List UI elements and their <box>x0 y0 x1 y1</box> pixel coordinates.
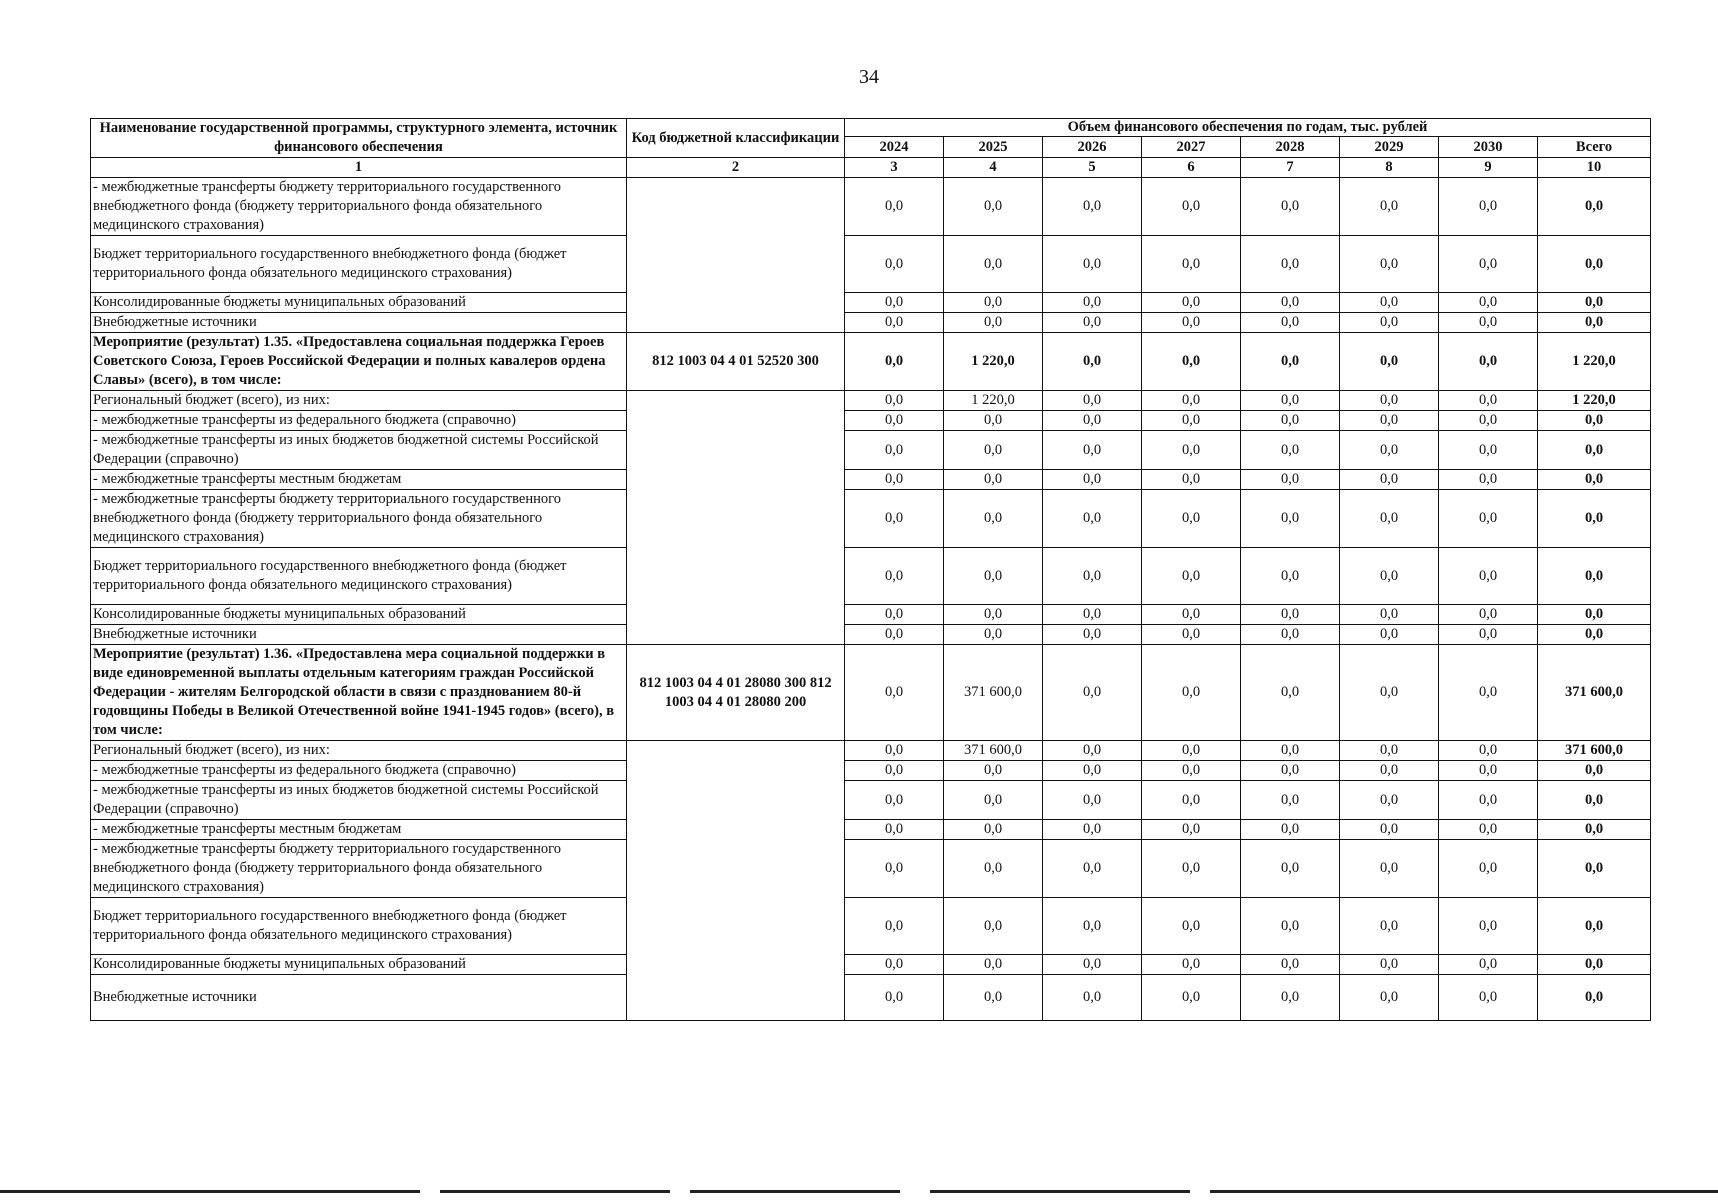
value-total: 0,0 <box>1538 820 1651 840</box>
row-name: - межбюджетные трансферты из иных бюджетов бюджетной системы Российской Федерации (справочно) <box>91 781 627 820</box>
value-year: 0,0 <box>944 411 1043 431</box>
table-body <box>91 178 1651 1021</box>
value-total: 0,0 <box>1538 548 1651 605</box>
value-year: 0,0 <box>1340 293 1439 313</box>
row-name: - межбюджетные трансферты из иных бюджетов бюджетной системы Российской Федерации (справочно) <box>91 431 627 470</box>
value-year: 0,0 <box>944 820 1043 840</box>
value-year: 0,0 <box>1043 741 1142 761</box>
value-year: 0,0 <box>1340 548 1439 605</box>
value-total: 0,0 <box>1538 313 1651 333</box>
header-name: Наименование государственной программы, структурного элемента, источник финансового обеспечения <box>91 119 627 158</box>
value-year: 0,0 <box>845 975 944 1021</box>
value-year: 0,0 <box>1241 955 1340 975</box>
value-year: 0,0 <box>1241 548 1340 605</box>
value-year: 0,0 <box>1043 645 1142 741</box>
value-year: 0,0 <box>845 605 944 625</box>
value-year: 0,0 <box>1142 955 1241 975</box>
row-name: - межбюджетные трансферты бюджету территориального государственного внебюджетного фонда (бюджету территориального фонда обязательного медицинского страхования) <box>91 840 627 898</box>
row-name: Бюджет территориального государственного внебюджетного фонда (бюджет территориального фонда обязательного медицинского страхования) <box>91 236 627 293</box>
value-year: 0,0 <box>845 490 944 548</box>
value-total: 0,0 <box>1538 898 1651 955</box>
value-year: 0,0 <box>944 605 1043 625</box>
value-year: 0,0 <box>1142 411 1241 431</box>
value-year: 0,0 <box>1241 391 1340 411</box>
value-year: 0,0 <box>944 625 1043 645</box>
value-year: 0,0 <box>1043 955 1142 975</box>
row-name: Бюджет территориального государственного внебюджетного фонда (бюджет территориального фонда обязательного медицинского страхования) <box>91 548 627 605</box>
value-year: 0,0 <box>1340 741 1439 761</box>
value-year: 0,0 <box>1043 548 1142 605</box>
header-year: 2024 <box>845 137 944 158</box>
value-year: 0,0 <box>1439 955 1538 975</box>
value-year: 0,0 <box>1241 293 1340 313</box>
value-year: 0,0 <box>1439 761 1538 781</box>
row-name: - межбюджетные трансферты из федерального бюджета (справочно) <box>91 761 627 781</box>
value-year: 0,0 <box>1142 431 1241 470</box>
value-total: 0,0 <box>1538 975 1651 1021</box>
value-year: 0,0 <box>845 333 944 391</box>
value-year: 0,0 <box>845 178 944 236</box>
value-year: 0,0 <box>1043 236 1142 293</box>
column-number: 1 <box>91 158 627 178</box>
header-year: 2025 <box>944 137 1043 158</box>
value-year: 0,0 <box>1043 391 1142 411</box>
value-year: 0,0 <box>845 820 944 840</box>
value-year: 0,0 <box>1241 898 1340 955</box>
header-code: Код бюджетной классификации <box>627 119 845 158</box>
value-total: 0,0 <box>1538 490 1651 548</box>
value-year: 0,0 <box>1142 313 1241 333</box>
row-name: Консолидированные бюджеты муниципальных образований <box>91 955 627 975</box>
column-number: 8 <box>1340 158 1439 178</box>
value-year: 0,0 <box>1043 490 1142 548</box>
row-name: - межбюджетные трансферты бюджету территориального государственного внебюджетного фонда (бюджету территориального фонда обязательного медицинского страхования) <box>91 178 627 236</box>
table-row <box>91 761 1651 781</box>
value-year: 0,0 <box>1241 840 1340 898</box>
value-year: 0,0 <box>1142 625 1241 645</box>
value-year: 0,0 <box>944 431 1043 470</box>
value-year: 0,0 <box>1439 605 1538 625</box>
budget-code: 812 1003 04 4 01 28080 300 812 1003 04 4 01 28080 200 <box>627 645 845 741</box>
value-year: 0,0 <box>1439 178 1538 236</box>
value-year: 0,0 <box>1142 236 1241 293</box>
column-number: 4 <box>944 158 1043 178</box>
value-year: 0,0 <box>1241 761 1340 781</box>
value-year: 0,0 <box>1340 605 1439 625</box>
table-row <box>91 411 1651 431</box>
value-year: 0,0 <box>1043 820 1142 840</box>
value-year: 0,0 <box>1340 645 1439 741</box>
value-year: 0,0 <box>1142 293 1241 313</box>
table-row <box>91 625 1651 645</box>
row-name: - межбюджетные трансферты местным бюджетам <box>91 820 627 840</box>
value-year: 0,0 <box>1241 236 1340 293</box>
column-number: 3 <box>845 158 944 178</box>
value-year: 0,0 <box>1340 313 1439 333</box>
value-year: 0,0 <box>1043 781 1142 820</box>
table-row <box>91 975 1651 1021</box>
value-year: 0,0 <box>1439 820 1538 840</box>
value-year: 0,0 <box>1340 955 1439 975</box>
header-total: Всего <box>1538 137 1651 158</box>
row-name: Внебюджетные источники <box>91 975 627 1021</box>
value-year: 0,0 <box>845 313 944 333</box>
value-year: 0,0 <box>944 313 1043 333</box>
value-year: 0,0 <box>1142 490 1241 548</box>
value-year: 0,0 <box>944 548 1043 605</box>
column-number: 6 <box>1142 158 1241 178</box>
value-year: 0,0 <box>944 781 1043 820</box>
column-number: 7 <box>1241 158 1340 178</box>
value-year: 0,0 <box>1142 470 1241 490</box>
value-total: 0,0 <box>1538 625 1651 645</box>
value-year: 0,0 <box>845 741 944 761</box>
row-name: - межбюджетные трансферты из федерального бюджета (справочно) <box>91 411 627 431</box>
value-total: 0,0 <box>1538 431 1651 470</box>
header-year: 2028 <box>1241 137 1340 158</box>
value-year: 0,0 <box>1241 741 1340 761</box>
value-year: 0,0 <box>1340 840 1439 898</box>
value-year: 0,0 <box>1340 236 1439 293</box>
budget-code: 812 1003 04 4 01 52520 300 <box>627 333 845 391</box>
value-year: 0,0 <box>1241 625 1340 645</box>
table-row <box>91 781 1651 820</box>
value-year: 0,0 <box>944 975 1043 1021</box>
value-year: 0,0 <box>1241 411 1340 431</box>
value-year: 0,0 <box>1340 411 1439 431</box>
value-year: 0,0 <box>845 898 944 955</box>
row-name: Мероприятие (результат) 1.36. «Предоставлена мера социальной поддержки в виде единовременной выплаты отдельным категориям граждан Российской Федерации - жителям Белгородской области в связи с празднованием 80-й годовщины Победы в Великой Отечественной войне 1941-1945 годов» (всего), в том числе: <box>91 645 627 741</box>
value-year: 0,0 <box>1142 820 1241 840</box>
value-total: 0,0 <box>1538 761 1651 781</box>
value-year: 0,0 <box>1439 625 1538 645</box>
table-row <box>91 605 1651 625</box>
row-name: Бюджет территориального государственного внебюджетного фонда (бюджет территориального фонда обязательного медицинского страхования) <box>91 898 627 955</box>
value-year: 0,0 <box>1142 333 1241 391</box>
value-year: 0,0 <box>845 625 944 645</box>
value-year: 0,0 <box>1142 391 1241 411</box>
value-year: 0,0 <box>944 490 1043 548</box>
value-year: 0,0 <box>1439 840 1538 898</box>
value-year: 0,0 <box>845 391 944 411</box>
value-total: 0,0 <box>1538 470 1651 490</box>
value-year: 0,0 <box>1043 293 1142 313</box>
row-name: Региональный бюджет (всего), из них: <box>91 391 627 411</box>
value-year: 0,0 <box>1439 411 1538 431</box>
value-year: 0,0 <box>1043 178 1142 236</box>
value-year: 0,0 <box>845 431 944 470</box>
value-year: 0,0 <box>944 955 1043 975</box>
financing-table <box>90 118 1651 1021</box>
value-year: 0,0 <box>1439 313 1538 333</box>
value-year: 371 600,0 <box>944 741 1043 761</box>
value-year: 0,0 <box>1142 975 1241 1021</box>
value-year: 0,0 <box>845 645 944 741</box>
value-year: 0,0 <box>1439 975 1538 1021</box>
header-year: 2029 <box>1340 137 1439 158</box>
column-number: 10 <box>1538 158 1651 178</box>
value-year: 0,0 <box>1340 178 1439 236</box>
value-year: 0,0 <box>1340 431 1439 470</box>
value-year: 0,0 <box>1340 898 1439 955</box>
value-total: 1 220,0 <box>1538 333 1651 391</box>
value-year: 0,0 <box>1340 391 1439 411</box>
value-year: 0,0 <box>845 840 944 898</box>
value-year: 0,0 <box>944 470 1043 490</box>
value-year: 0,0 <box>1043 761 1142 781</box>
value-year: 0,0 <box>1142 840 1241 898</box>
value-year: 0,0 <box>1142 898 1241 955</box>
value-year: 0,0 <box>1241 178 1340 236</box>
value-year: 0,0 <box>1439 293 1538 313</box>
value-year: 0,0 <box>1142 645 1241 741</box>
row-name: Региональный бюджет (всего), из них: <box>91 741 627 761</box>
header-year: 2027 <box>1142 137 1241 158</box>
value-year: 0,0 <box>1142 781 1241 820</box>
table-row <box>91 820 1651 840</box>
value-year: 0,0 <box>1439 431 1538 470</box>
column-number: 2 <box>627 158 845 178</box>
value-year: 371 600,0 <box>944 645 1043 741</box>
value-year: 0,0 <box>1043 975 1142 1021</box>
value-year: 0,0 <box>1340 781 1439 820</box>
table-row <box>91 236 1651 293</box>
value-year: 0,0 <box>845 236 944 293</box>
table-row <box>91 645 1651 741</box>
value-year: 0,0 <box>1241 605 1340 625</box>
table-row <box>91 313 1651 333</box>
page-number: 34 <box>859 66 879 88</box>
table-row <box>91 431 1651 470</box>
row-name: Внебюджетные источники <box>91 625 627 645</box>
value-year: 0,0 <box>1439 236 1538 293</box>
value-year: 0,0 <box>1439 741 1538 761</box>
value-year: 1 220,0 <box>944 333 1043 391</box>
value-year: 0,0 <box>845 955 944 975</box>
budget-code-empty <box>627 178 845 333</box>
value-year: 0,0 <box>1439 391 1538 411</box>
value-year: 0,0 <box>1142 548 1241 605</box>
value-year: 0,0 <box>1439 333 1538 391</box>
value-year: 0,0 <box>1439 781 1538 820</box>
value-year: 0,0 <box>944 840 1043 898</box>
value-year: 0,0 <box>845 548 944 605</box>
value-year: 1 220,0 <box>944 391 1043 411</box>
value-total: 0,0 <box>1538 293 1651 313</box>
value-year: 0,0 <box>1439 645 1538 741</box>
column-number: 9 <box>1439 158 1538 178</box>
value-year: 0,0 <box>944 178 1043 236</box>
value-year: 0,0 <box>1043 313 1142 333</box>
value-total: 0,0 <box>1538 605 1651 625</box>
value-year: 0,0 <box>944 761 1043 781</box>
value-year: 0,0 <box>1142 761 1241 781</box>
table-row <box>91 391 1651 411</box>
value-total: 0,0 <box>1538 781 1651 820</box>
value-year: 0,0 <box>1241 490 1340 548</box>
budget-code-empty <box>627 741 845 1021</box>
value-year: 0,0 <box>845 293 944 313</box>
value-year: 0,0 <box>1439 898 1538 955</box>
table-row <box>91 293 1651 313</box>
value-year: 0,0 <box>1142 741 1241 761</box>
value-year: 0,0 <box>1340 820 1439 840</box>
value-year: 0,0 <box>1241 470 1340 490</box>
value-total: 0,0 <box>1538 411 1651 431</box>
value-year: 0,0 <box>1043 470 1142 490</box>
row-name: - межбюджетные трансферты бюджету территориального государственного внебюджетного фонда (бюджету территориального фонда обязательного медицинского страхования) <box>91 490 627 548</box>
value-year: 0,0 <box>1043 898 1142 955</box>
value-year: 0,0 <box>944 293 1043 313</box>
table-row <box>91 548 1651 605</box>
row-name: Мероприятие (результат) 1.35. «Предоставлена социальная поддержка Героев Советского Союза, Героев Российской Федерации и полных кавалеров ордена Славы» (всего), в том числе: <box>91 333 627 391</box>
table-row <box>91 470 1651 490</box>
value-year: 0,0 <box>944 898 1043 955</box>
value-year: 0,0 <box>1043 431 1142 470</box>
value-year: 0,0 <box>1241 313 1340 333</box>
value-total: 0,0 <box>1538 236 1651 293</box>
header-volume: Объем финансового обеспечения по годам, тыс. рублей <box>845 119 1651 137</box>
budget-code-empty <box>627 391 845 645</box>
header-year: 2026 <box>1043 137 1142 158</box>
value-year: 0,0 <box>1241 975 1340 1021</box>
table-row <box>91 741 1651 761</box>
table-row <box>91 333 1651 391</box>
value-year: 0,0 <box>1043 840 1142 898</box>
value-total: 0,0 <box>1538 840 1651 898</box>
value-year: 0,0 <box>1439 470 1538 490</box>
value-total: 371 600,0 <box>1538 645 1651 741</box>
value-year: 0,0 <box>1241 333 1340 391</box>
table-row <box>91 840 1651 898</box>
value-total: 0,0 <box>1538 178 1651 236</box>
value-total: 0,0 <box>1538 955 1651 975</box>
value-year: 0,0 <box>845 761 944 781</box>
row-name: Консолидированные бюджеты муниципальных образований <box>91 605 627 625</box>
header-year: 2030 <box>1439 137 1538 158</box>
value-year: 0,0 <box>845 411 944 431</box>
value-year: 0,0 <box>1241 645 1340 741</box>
value-year: 0,0 <box>1439 548 1538 605</box>
value-year: 0,0 <box>1043 625 1142 645</box>
row-name: Внебюджетные источники <box>91 313 627 333</box>
value-year: 0,0 <box>1340 333 1439 391</box>
row-name: - межбюджетные трансферты местным бюджетам <box>91 470 627 490</box>
value-year: 0,0 <box>1142 178 1241 236</box>
row-name: Консолидированные бюджеты муниципальных образований <box>91 293 627 313</box>
scan-edge-lines <box>0 1190 1718 1194</box>
value-year: 0,0 <box>1340 490 1439 548</box>
value-year: 0,0 <box>944 236 1043 293</box>
value-year: 0,0 <box>1241 431 1340 470</box>
value-year: 0,0 <box>1340 975 1439 1021</box>
column-number: 5 <box>1043 158 1142 178</box>
value-year: 0,0 <box>845 781 944 820</box>
value-year: 0,0 <box>1043 605 1142 625</box>
value-year: 0,0 <box>1241 781 1340 820</box>
value-year: 0,0 <box>1340 761 1439 781</box>
value-year: 0,0 <box>1142 605 1241 625</box>
value-total: 371 600,0 <box>1538 741 1651 761</box>
value-year: 0,0 <box>1439 490 1538 548</box>
value-total: 1 220,0 <box>1538 391 1651 411</box>
value-year: 0,0 <box>1241 820 1340 840</box>
table-row <box>91 898 1651 955</box>
value-year: 0,0 <box>1340 625 1439 645</box>
table-row <box>91 955 1651 975</box>
table-row <box>91 178 1651 236</box>
value-year: 0,0 <box>1340 470 1439 490</box>
value-year: 0,0 <box>1043 411 1142 431</box>
value-year: 0,0 <box>1043 333 1142 391</box>
value-year: 0,0 <box>845 470 944 490</box>
table-row <box>91 490 1651 548</box>
